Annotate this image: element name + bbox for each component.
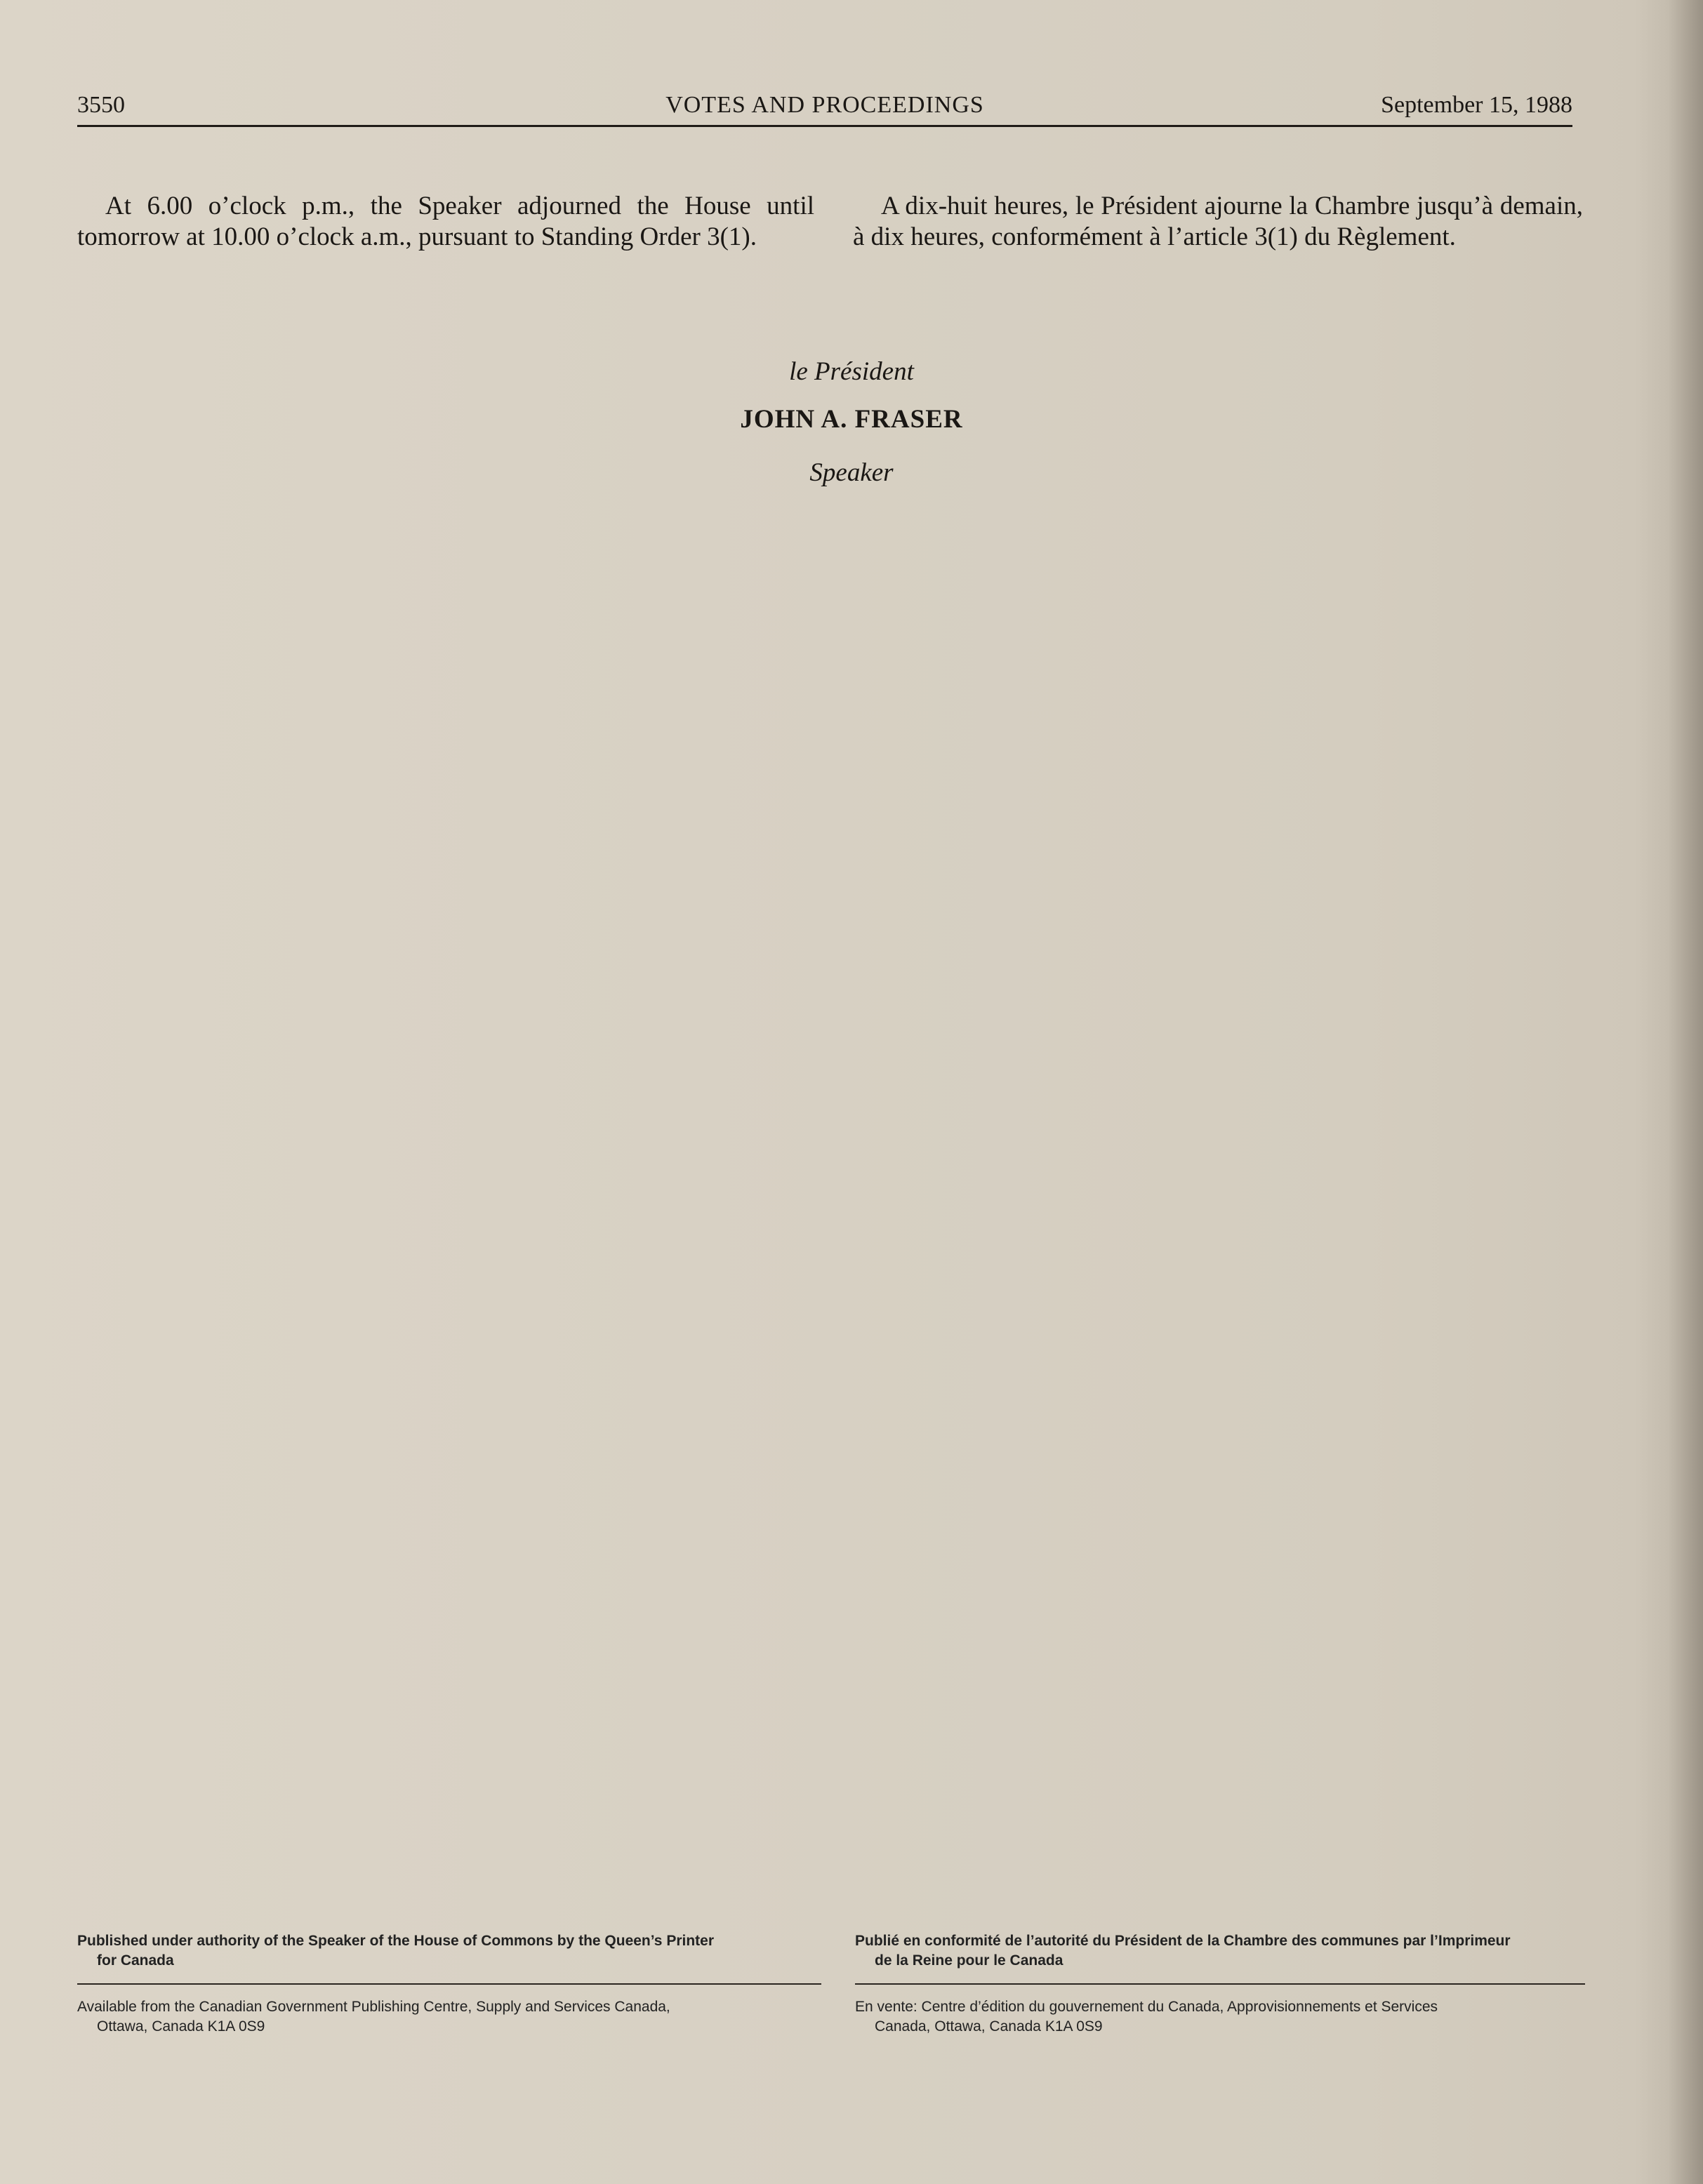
running-title: VOTES AND PROCEEDINGS: [665, 92, 984, 118]
availability-notice-french-line2: Canada, Ottawa, Canada K1A 0S9: [875, 2018, 1103, 2035]
english-adjournment-paragraph: At 6.00 o’clock p.m., the Speaker adjourned the House until tomorrow at 10.00 o’clock a.m., pursuant to Standing Order 3(1).: [77, 192, 814, 251]
signature-name: JOHN A. FRASER: [740, 405, 963, 434]
footer-rule-left: [77, 1983, 821, 1985]
published-notice-english-line1: Published under authority of the Speaker of the House of Commons by the Queen’s Printer: [77, 1933, 715, 1949]
published-notice-french-line2: de la Reine pour le Canada: [875, 1952, 1063, 1969]
page-edge-shadow: [1668, 0, 1703, 2184]
published-notice-english: [77, 1931, 821, 1971]
published-notice-english-line2: for Canada: [97, 1952, 174, 1969]
signature-title-english: Speaker: [809, 458, 894, 487]
published-notice-french-line1: Publié en conformité de l’autorité du Président de la Chambre des communes par l’Imprimeur: [855, 1933, 1511, 1949]
signature-title-french: le Président: [789, 357, 914, 386]
availability-notice-english-line2: Ottawa, Canada K1A 0S9: [97, 2018, 265, 2035]
header-rule: [77, 125, 1572, 127]
french-adjournment-paragraph: A dix-huit heures, le Président ajourne la Chambre jusqu’à demain, à dix heures, conformément à l’article 3(1) du Règlement.: [853, 192, 1583, 251]
french-column: [853, 191, 1583, 253]
published-notice-french: [855, 1931, 1585, 1971]
availability-notice-english: [77, 1997, 821, 2037]
page-number: 3550: [77, 92, 125, 118]
english-column: [77, 191, 814, 253]
availability-notice-french-line1: En vente: Centre d’édition du gouvernement du Canada, Approvisionnements et Services: [855, 1999, 1438, 2015]
footer-rule-right: [855, 1983, 1585, 1985]
page-header: [77, 90, 1572, 125]
header-date: September 15, 1988: [1381, 92, 1572, 118]
availability-notice-english-line1: Available from the Canadian Government Publishing Centre, Supply and Services Canada,: [77, 1999, 670, 2015]
availability-notice-french: [855, 1997, 1585, 2037]
